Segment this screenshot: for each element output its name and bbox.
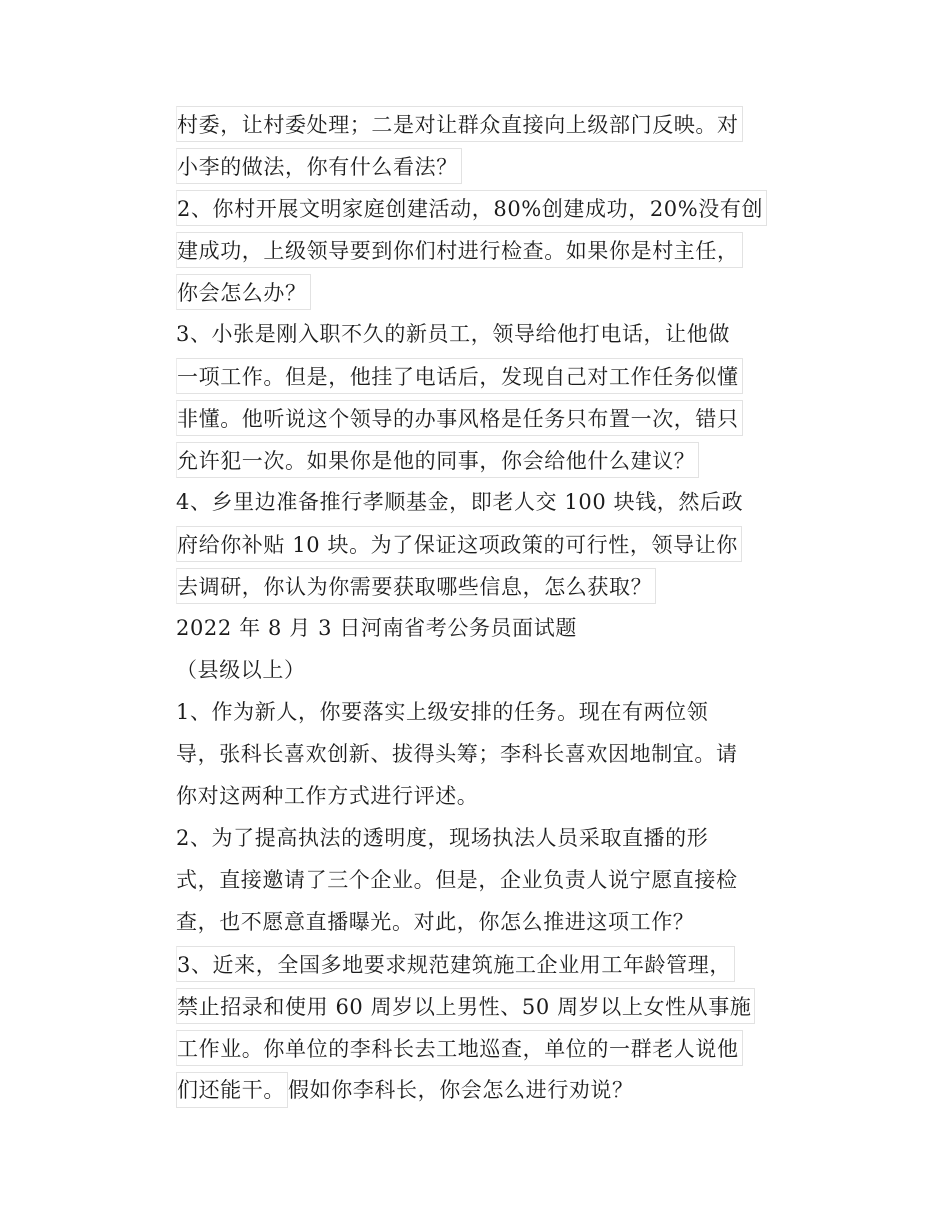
section-subheading: （县级以上）	[176, 658, 306, 682]
text-line: 小李的做法，你有什么看法？	[176, 148, 462, 184]
text-line: 村委，让村委处理；二是对让群众直接向上级部门反映。对	[176, 106, 743, 142]
question-line: 4、乡里边准备推行孝顺基金，即老人交 100 块钱，然后政	[176, 490, 744, 514]
text-line: 查，也不愿意直播曝光。对此，你怎么推进这项工作？	[176, 910, 695, 934]
text-fragment-boxed: 们还能干。	[176, 1072, 288, 1108]
text-line-last	[176, 1072, 637, 1108]
text-line: 一项工作。但是，他挂了电话后，发现自己对工作任务似懂	[176, 358, 743, 394]
question-line: 2、你村开展文明家庭创建活动，80%创建成功，20%没有创	[176, 190, 767, 226]
text-fragment: 假如你李科长，你会怎么进行劝说？	[288, 1078, 634, 1102]
text-line: 式，直接邀请了三个企业。但是，企业负责人说宁愿直接检	[176, 868, 738, 892]
text-line: 禁止招录和使用 60 周岁以上男性、50 周岁以上女性从事施	[176, 988, 755, 1024]
question-line: 1、作为新人，你要落实上级安排的任务。现在有两位领	[176, 700, 709, 724]
text-line: 导，张科长喜欢创新、拔得头筹；李科长喜欢因地制宜。请	[176, 742, 738, 766]
text-line: 工作业。你单位的李科长去工地巡查，单位的一群老人说他	[176, 1030, 743, 1066]
text-line: 去调研，你认为你需要获取哪些信息，怎么获取？	[176, 568, 656, 604]
text-line: 你会怎么办？	[176, 274, 311, 310]
text-line: 非懂。他听说这个领导的办事风格是任务只布置一次，错只	[176, 400, 743, 436]
text-line: 你对这两种工作方式进行评述。	[176, 784, 479, 808]
question-line: 2、为了提高执法的透明度，现场执法人员采取直播的形	[176, 826, 709, 850]
text-line: 允许犯一次。如果你是他的同事，你会给他什么建议？	[176, 442, 699, 478]
section-heading: 2022 年 8 月 3 日河南省考公务员面试题	[176, 616, 577, 640]
question-line: 3、近来，全国多地要求规范建筑施工企业用工年龄管理，	[176, 946, 735, 982]
question-line: 3、小张是刚入职不久的新员工，领导给他打电话，让他做	[176, 322, 730, 346]
text-line: 建成功，上级领导要到你们村进行检查。如果你是村主任，	[176, 232, 743, 268]
text-line: 府给你补贴 10 块。为了保证这项政策的可行性，领导让你	[176, 526, 742, 562]
